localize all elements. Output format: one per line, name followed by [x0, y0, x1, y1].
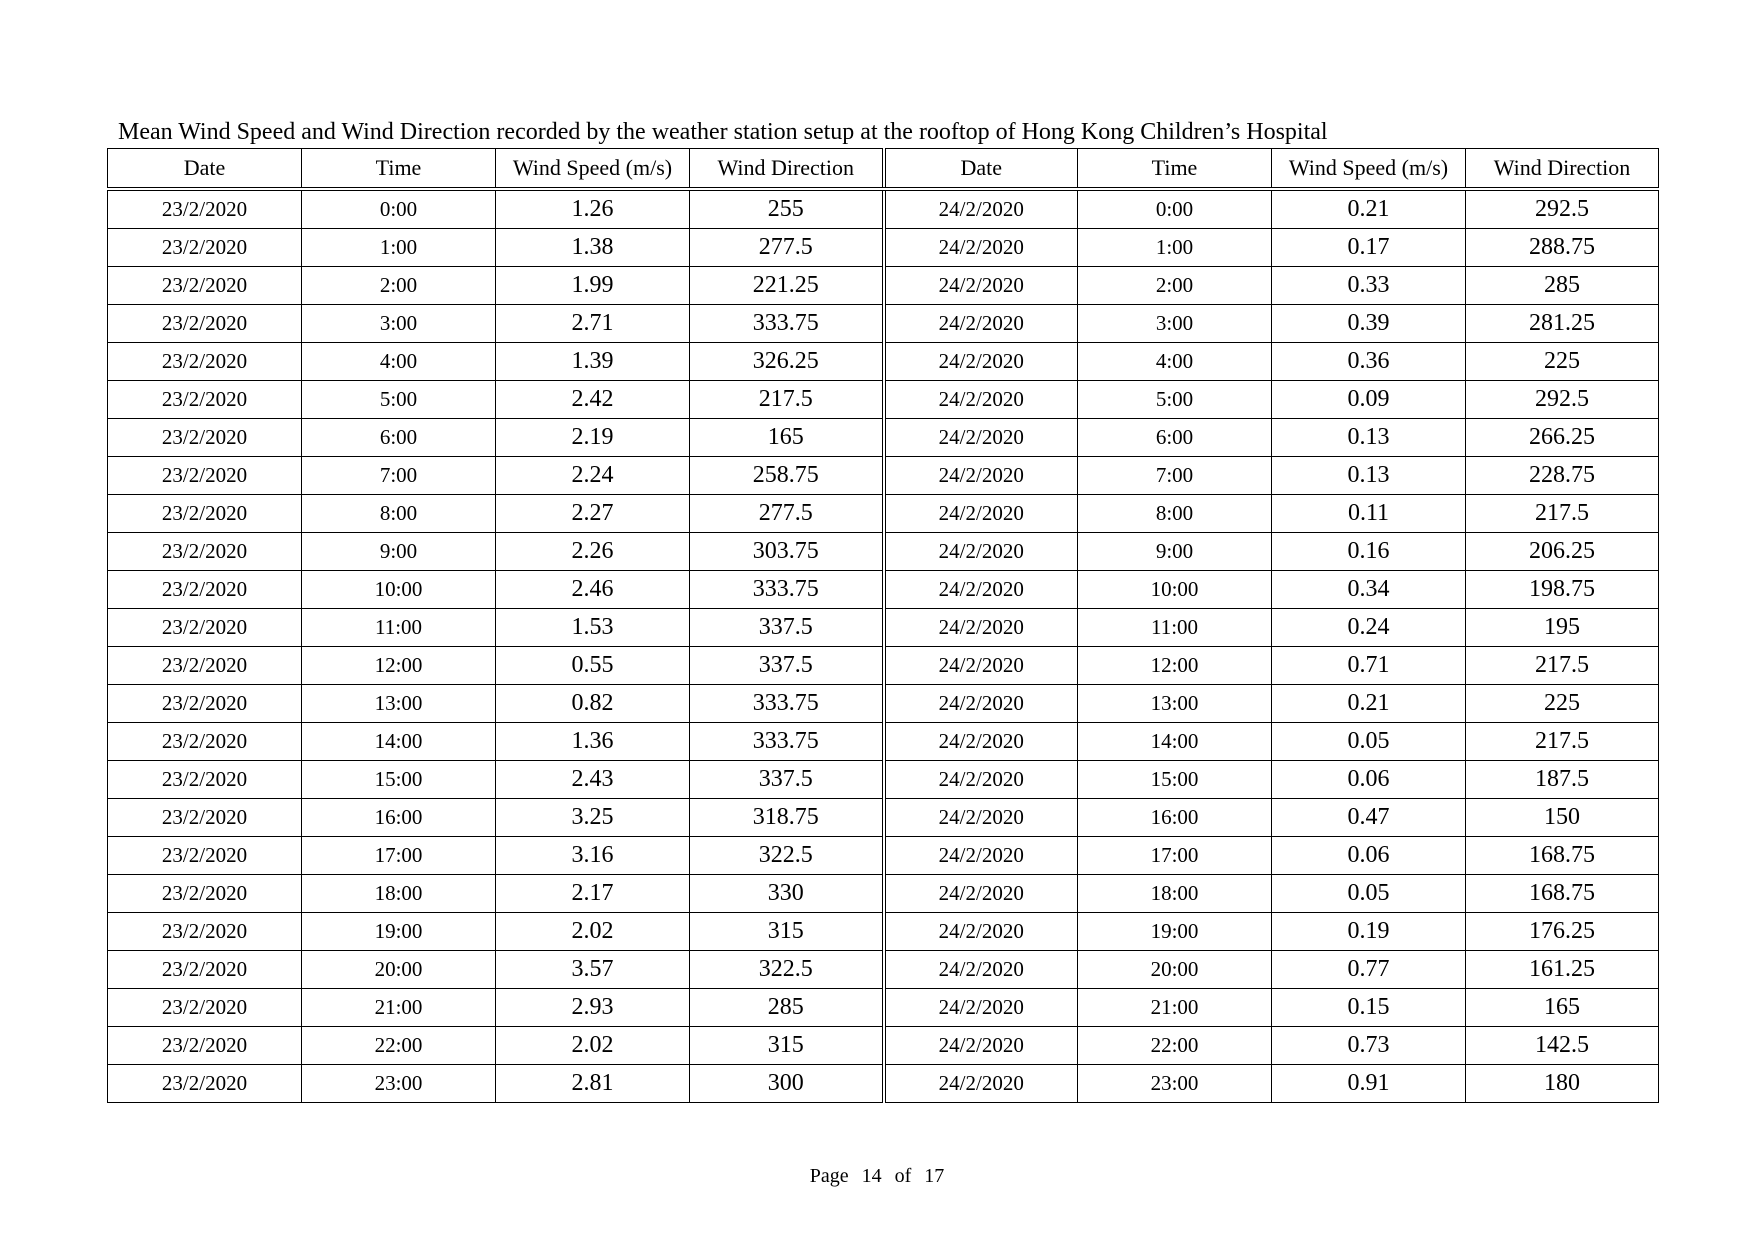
- wind-speed-cell: 2.93: [496, 989, 690, 1027]
- wind-direction-cell: 161.25: [1466, 951, 1659, 989]
- date-cell: 24/2/2020: [884, 837, 1078, 875]
- wind-speed-cell: 2.02: [496, 913, 690, 951]
- header-wind-speed: Wind Speed (m/s): [496, 149, 690, 190]
- wind-direction-cell: 315: [690, 913, 884, 951]
- table-row: [108, 609, 1659, 647]
- wind-direction-cell: 266.25: [1466, 419, 1659, 457]
- header-time: Time: [1078, 149, 1272, 190]
- time-cell: 3:00: [302, 305, 496, 343]
- time-cell: 0:00: [1078, 189, 1272, 229]
- wind-speed-cell: 2.19: [496, 419, 690, 457]
- wind-speed-cell: 1.38: [496, 229, 690, 267]
- time-cell: 7:00: [1078, 457, 1272, 495]
- wind-speed-cell: 0.33: [1272, 267, 1466, 305]
- wind-direction-cell: 176.25: [1466, 913, 1659, 951]
- time-cell: 23:00: [302, 1065, 496, 1103]
- time-cell: 14:00: [302, 723, 496, 761]
- table-row: [108, 647, 1659, 685]
- date-cell: 24/2/2020: [884, 761, 1078, 799]
- wind-direction-cell: 187.5: [1466, 761, 1659, 799]
- time-cell: 18:00: [1078, 875, 1272, 913]
- date-cell: 24/2/2020: [884, 229, 1078, 267]
- wind-direction-cell: 277.5: [690, 495, 884, 533]
- date-cell: 24/2/2020: [884, 267, 1078, 305]
- wind-speed-cell: 2.71: [496, 305, 690, 343]
- time-cell: 1:00: [1078, 229, 1272, 267]
- table-row: [108, 189, 1659, 229]
- wind-direction-cell: 217.5: [1466, 647, 1659, 685]
- time-cell: 11:00: [1078, 609, 1272, 647]
- wind-speed-cell: 0.73: [1272, 1027, 1466, 1065]
- wind-speed-cell: 0.11: [1272, 495, 1466, 533]
- wind-speed-cell: 1.36: [496, 723, 690, 761]
- time-cell: 18:00: [302, 875, 496, 913]
- wind-speed-cell: 0.82: [496, 685, 690, 723]
- time-cell: 21:00: [1078, 989, 1272, 1027]
- date-cell: 24/2/2020: [884, 189, 1078, 229]
- wind-speed-cell: 2.17: [496, 875, 690, 913]
- time-cell: 2:00: [302, 267, 496, 305]
- wind-direction-cell: 333.75: [690, 571, 884, 609]
- date-cell: 23/2/2020: [108, 343, 302, 381]
- date-cell: 23/2/2020: [108, 875, 302, 913]
- time-cell: 23:00: [1078, 1065, 1272, 1103]
- date-cell: 24/2/2020: [884, 495, 1078, 533]
- wind-speed-cell: 0.15: [1272, 989, 1466, 1027]
- table-row: [108, 837, 1659, 875]
- date-cell: 23/2/2020: [108, 951, 302, 989]
- table-row: [108, 419, 1659, 457]
- time-cell: 17:00: [1078, 837, 1272, 875]
- table-row: [108, 761, 1659, 799]
- table-row: [108, 533, 1659, 571]
- wind-speed-cell: 0.21: [1272, 685, 1466, 723]
- wind-speed-cell: 3.25: [496, 799, 690, 837]
- wind-direction-cell: 255: [690, 189, 884, 229]
- date-cell: 23/2/2020: [108, 305, 302, 343]
- wind-speed-cell: 1.99: [496, 267, 690, 305]
- wind-direction-cell: 217.5: [690, 381, 884, 419]
- date-cell: 24/2/2020: [884, 647, 1078, 685]
- wind-direction-cell: 165: [690, 419, 884, 457]
- time-cell: 15:00: [302, 761, 496, 799]
- time-cell: 11:00: [302, 609, 496, 647]
- wind-speed-cell: 2.02: [496, 1027, 690, 1065]
- date-cell: 23/2/2020: [108, 495, 302, 533]
- time-cell: 13:00: [1078, 685, 1272, 723]
- wind-direction-cell: 337.5: [690, 609, 884, 647]
- date-cell: 23/2/2020: [108, 913, 302, 951]
- wind-direction-cell: 225: [1466, 685, 1659, 723]
- time-cell: 16:00: [302, 799, 496, 837]
- date-cell: 23/2/2020: [108, 571, 302, 609]
- time-cell: 6:00: [1078, 419, 1272, 457]
- date-cell: 24/2/2020: [884, 381, 1078, 419]
- table-header-row: [108, 149, 1659, 190]
- date-cell: 23/2/2020: [108, 1065, 302, 1103]
- date-cell: 24/2/2020: [884, 723, 1078, 761]
- time-cell: 20:00: [302, 951, 496, 989]
- date-cell: 24/2/2020: [884, 1065, 1078, 1103]
- wind-speed-cell: 0.36: [1272, 343, 1466, 381]
- date-cell: 24/2/2020: [884, 685, 1078, 723]
- time-cell: 9:00: [1078, 533, 1272, 571]
- header-time: Time: [302, 149, 496, 190]
- time-cell: 1:00: [302, 229, 496, 267]
- time-cell: 4:00: [302, 343, 496, 381]
- time-cell: 5:00: [302, 381, 496, 419]
- date-cell: 24/2/2020: [884, 989, 1078, 1027]
- date-cell: 23/2/2020: [108, 723, 302, 761]
- wind-direction-cell: 318.75: [690, 799, 884, 837]
- date-cell: 23/2/2020: [108, 685, 302, 723]
- wind-direction-cell: 333.75: [690, 723, 884, 761]
- wind-speed-cell: 0.47: [1272, 799, 1466, 837]
- date-cell: 23/2/2020: [108, 267, 302, 305]
- table-row: [108, 495, 1659, 533]
- wind-direction-cell: 195: [1466, 609, 1659, 647]
- table-row: [108, 305, 1659, 343]
- wind-direction-cell: 322.5: [690, 951, 884, 989]
- wind-direction-cell: 337.5: [690, 647, 884, 685]
- time-cell: 13:00: [302, 685, 496, 723]
- wind-speed-cell: 2.27: [496, 495, 690, 533]
- time-cell: 20:00: [1078, 951, 1272, 989]
- wind-direction-cell: 221.25: [690, 267, 884, 305]
- wind-speed-cell: 0.55: [496, 647, 690, 685]
- date-cell: 23/2/2020: [108, 533, 302, 571]
- header-wind-speed: Wind Speed (m/s): [1272, 149, 1466, 190]
- time-cell: 8:00: [1078, 495, 1272, 533]
- time-cell: 5:00: [1078, 381, 1272, 419]
- time-cell: 16:00: [1078, 799, 1272, 837]
- time-cell: 6:00: [302, 419, 496, 457]
- time-cell: 4:00: [1078, 343, 1272, 381]
- wind-speed-cell: 0.05: [1272, 875, 1466, 913]
- time-cell: 12:00: [302, 647, 496, 685]
- date-cell: 24/2/2020: [884, 343, 1078, 381]
- header-date: Date: [884, 149, 1078, 190]
- header-wind-direction: Wind Direction: [690, 149, 884, 190]
- time-cell: 21:00: [302, 989, 496, 1027]
- wind-speed-cell: 1.39: [496, 343, 690, 381]
- time-cell: 12:00: [1078, 647, 1272, 685]
- wind-direction-cell: 330: [690, 875, 884, 913]
- wind-direction-cell: 217.5: [1466, 495, 1659, 533]
- wind-direction-cell: 180: [1466, 1065, 1659, 1103]
- table-row: [108, 343, 1659, 381]
- time-cell: 8:00: [302, 495, 496, 533]
- table-row: [108, 229, 1659, 267]
- table-row: [108, 875, 1659, 913]
- date-cell: 24/2/2020: [884, 457, 1078, 495]
- wind-speed-cell: 0.71: [1272, 647, 1466, 685]
- table-row: [108, 571, 1659, 609]
- wind-data-table: [107, 148, 1659, 1103]
- wind-speed-cell: 0.16: [1272, 533, 1466, 571]
- wind-direction-cell: 285: [690, 989, 884, 1027]
- wind-speed-cell: 0.09: [1272, 381, 1466, 419]
- wind-direction-cell: 288.75: [1466, 229, 1659, 267]
- wind-direction-cell: 165: [1466, 989, 1659, 1027]
- table-row: [108, 1065, 1659, 1103]
- of-label: of: [894, 1165, 912, 1187]
- wind-direction-cell: 168.75: [1466, 875, 1659, 913]
- wind-direction-cell: 142.5: [1466, 1027, 1659, 1065]
- wind-direction-cell: 150: [1466, 799, 1659, 837]
- wind-speed-cell: 0.21: [1272, 189, 1466, 229]
- table-title: Mean Wind Speed and Wind Direction recorded by the weather station setup at the rooftop of Hong Kong Children’s Hospital: [118, 119, 1328, 145]
- date-cell: 24/2/2020: [884, 305, 1078, 343]
- date-cell: 24/2/2020: [884, 1027, 1078, 1065]
- date-cell: 23/2/2020: [108, 647, 302, 685]
- date-cell: 24/2/2020: [884, 913, 1078, 951]
- wind-speed-cell: 3.16: [496, 837, 690, 875]
- wind-speed-cell: 2.43: [496, 761, 690, 799]
- wind-direction-cell: 333.75: [690, 685, 884, 723]
- date-cell: 24/2/2020: [884, 571, 1078, 609]
- time-cell: 19:00: [302, 913, 496, 951]
- wind-speed-cell: 0.77: [1272, 951, 1466, 989]
- table-row: [108, 913, 1659, 951]
- wind-speed-cell: 0.13: [1272, 419, 1466, 457]
- date-cell: 23/2/2020: [108, 837, 302, 875]
- wind-speed-cell: 0.05: [1272, 723, 1466, 761]
- wind-speed-cell: 0.17: [1272, 229, 1466, 267]
- wind-direction-cell: 322.5: [690, 837, 884, 875]
- date-cell: 24/2/2020: [884, 799, 1078, 837]
- wind-speed-cell: 0.13: [1272, 457, 1466, 495]
- wind-direction-cell: 326.25: [690, 343, 884, 381]
- wind-direction-cell: 333.75: [690, 305, 884, 343]
- date-cell: 24/2/2020: [884, 609, 1078, 647]
- wind-speed-cell: 1.26: [496, 189, 690, 229]
- table-row: [108, 381, 1659, 419]
- table-row: [108, 685, 1659, 723]
- total-pages: 17: [924, 1165, 945, 1187]
- date-cell: 24/2/2020: [884, 533, 1078, 571]
- wind-speed-cell: 0.06: [1272, 837, 1466, 875]
- wind-speed-cell: 3.57: [496, 951, 690, 989]
- wind-direction-cell: 228.75: [1466, 457, 1659, 495]
- date-cell: 24/2/2020: [884, 419, 1078, 457]
- header-date: Date: [108, 149, 302, 190]
- date-cell: 23/2/2020: [108, 1027, 302, 1065]
- wind-direction-cell: 292.5: [1466, 381, 1659, 419]
- wind-speed-cell: 0.24: [1272, 609, 1466, 647]
- date-cell: 23/2/2020: [108, 989, 302, 1027]
- table-row: [108, 799, 1659, 837]
- wind-speed-cell: 2.26: [496, 533, 690, 571]
- header-wind-direction: Wind Direction: [1466, 149, 1659, 190]
- wind-direction-cell: 258.75: [690, 457, 884, 495]
- time-cell: 10:00: [1078, 571, 1272, 609]
- wind-direction-cell: 217.5: [1466, 723, 1659, 761]
- time-cell: 19:00: [1078, 913, 1272, 951]
- time-cell: 14:00: [1078, 723, 1272, 761]
- time-cell: 17:00: [302, 837, 496, 875]
- wind-direction-cell: 292.5: [1466, 189, 1659, 229]
- time-cell: 9:00: [302, 533, 496, 571]
- wind-speed-cell: 0.39: [1272, 305, 1466, 343]
- date-cell: 23/2/2020: [108, 609, 302, 647]
- wind-speed-cell: 0.34: [1272, 571, 1466, 609]
- time-cell: 2:00: [1078, 267, 1272, 305]
- wind-direction-cell: 277.5: [690, 229, 884, 267]
- table-row: [108, 989, 1659, 1027]
- time-cell: 3:00: [1078, 305, 1272, 343]
- wind-speed-cell: 2.81: [496, 1065, 690, 1103]
- table-row: [108, 267, 1659, 305]
- wind-speed-cell: 0.91: [1272, 1065, 1466, 1103]
- date-cell: 24/2/2020: [884, 951, 1078, 989]
- date-cell: 23/2/2020: [108, 189, 302, 229]
- wind-speed-cell: 2.42: [496, 381, 690, 419]
- date-cell: 23/2/2020: [108, 229, 302, 267]
- wind-direction-cell: 206.25: [1466, 533, 1659, 571]
- time-cell: 7:00: [302, 457, 496, 495]
- wind-speed-cell: 2.46: [496, 571, 690, 609]
- page-label: Page: [809, 1165, 849, 1187]
- wind-speed-cell: 0.19: [1272, 913, 1466, 951]
- date-cell: 23/2/2020: [108, 761, 302, 799]
- wind-direction-cell: 315: [690, 1027, 884, 1065]
- table-body: [108, 189, 1659, 1103]
- page-number: 14: [861, 1165, 882, 1187]
- wind-direction-cell: 300: [690, 1065, 884, 1103]
- date-cell: 24/2/2020: [884, 875, 1078, 913]
- table-row: [108, 457, 1659, 495]
- date-cell: 23/2/2020: [108, 381, 302, 419]
- table-row: [108, 723, 1659, 761]
- wind-direction-cell: 225: [1466, 343, 1659, 381]
- wind-speed-cell: 1.53: [496, 609, 690, 647]
- time-cell: 15:00: [1078, 761, 1272, 799]
- time-cell: 0:00: [302, 189, 496, 229]
- wind-direction-cell: 281.25: [1466, 305, 1659, 343]
- wind-direction-cell: 303.75: [690, 533, 884, 571]
- date-cell: 23/2/2020: [108, 457, 302, 495]
- wind-direction-cell: 168.75: [1466, 837, 1659, 875]
- time-cell: 22:00: [302, 1027, 496, 1065]
- time-cell: 10:00: [302, 571, 496, 609]
- time-cell: 22:00: [1078, 1027, 1272, 1065]
- table-row: [108, 1027, 1659, 1065]
- wind-speed-cell: 2.24: [496, 457, 690, 495]
- date-cell: 23/2/2020: [108, 419, 302, 457]
- wind-direction-cell: 198.75: [1466, 571, 1659, 609]
- date-cell: 23/2/2020: [108, 799, 302, 837]
- wind-speed-cell: 0.06: [1272, 761, 1466, 799]
- page-footer: [0, 1165, 1754, 1188]
- table-row: [108, 951, 1659, 989]
- wind-direction-cell: 285: [1466, 267, 1659, 305]
- wind-direction-cell: 337.5: [690, 761, 884, 799]
